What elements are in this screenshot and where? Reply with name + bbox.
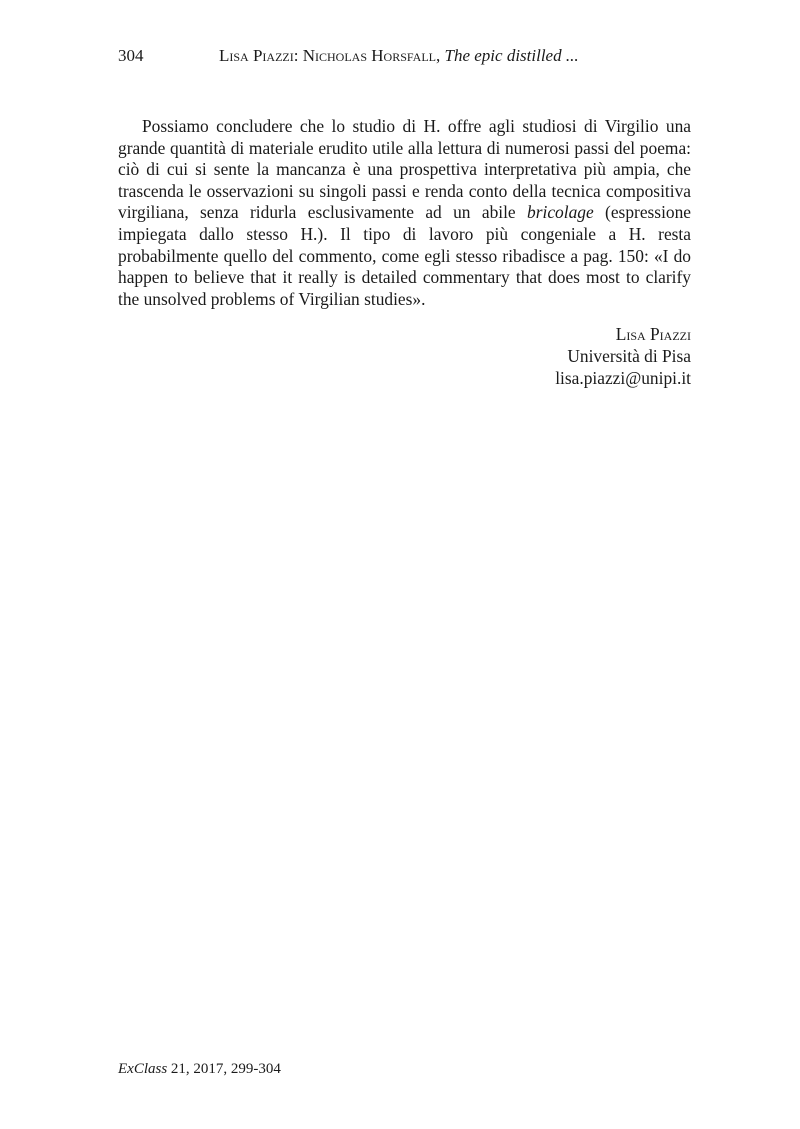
header-author: Lisa Piazzi bbox=[219, 46, 294, 65]
footer-citation: 21, 2017, 299-304 bbox=[167, 1061, 281, 1077]
body-paragraph bbox=[118, 116, 691, 310]
header-comma: , bbox=[436, 46, 445, 65]
author-signature bbox=[555, 323, 691, 389]
header-book-title: The epic distilled ... bbox=[444, 46, 579, 65]
footer-journal: ExClass bbox=[118, 1061, 168, 1077]
page-number: 304 bbox=[118, 46, 144, 65]
body-text-part2: (espressione impiegata dallo stesso H.). Il tipo di lavoro più congeniale a H. resta probabilmente quello del commento, come egli stesso ribadisce a pag. 150: «I do happen to believe that it really is detailed commentary that does most to clarify the unsolved problems of Virgilian studies». bbox=[118, 202, 692, 309]
running-head-title bbox=[219, 46, 579, 66]
header-reviewed-author: Nicholas Horsfall bbox=[302, 46, 436, 65]
running-header bbox=[118, 46, 684, 70]
page-footer bbox=[118, 1061, 281, 1078]
header-separator: : bbox=[293, 46, 303, 65]
signature-affiliation: Università di Pisa bbox=[567, 346, 691, 366]
signature-email: lisa.piazzi@unipi.it bbox=[555, 368, 691, 388]
body-italic-term: bricolage bbox=[527, 202, 594, 223]
body-text-part1: Possiamo concludere che lo studio di H. offre agli studiosi di Virgilio una grande quantità di materiale erudito utile alla lettura di numerosi passi del poema: ciò di cui si sente la mancanza è una prospettiva interpretativa più ampia, che trascenda le osservazioni su singoli passi e renda conto della tecnica compositiva virgiliana, senza ridurla esclusivamente ad un abile bbox=[118, 116, 691, 223]
signature-name: Lisa Piazzi bbox=[615, 324, 691, 344]
